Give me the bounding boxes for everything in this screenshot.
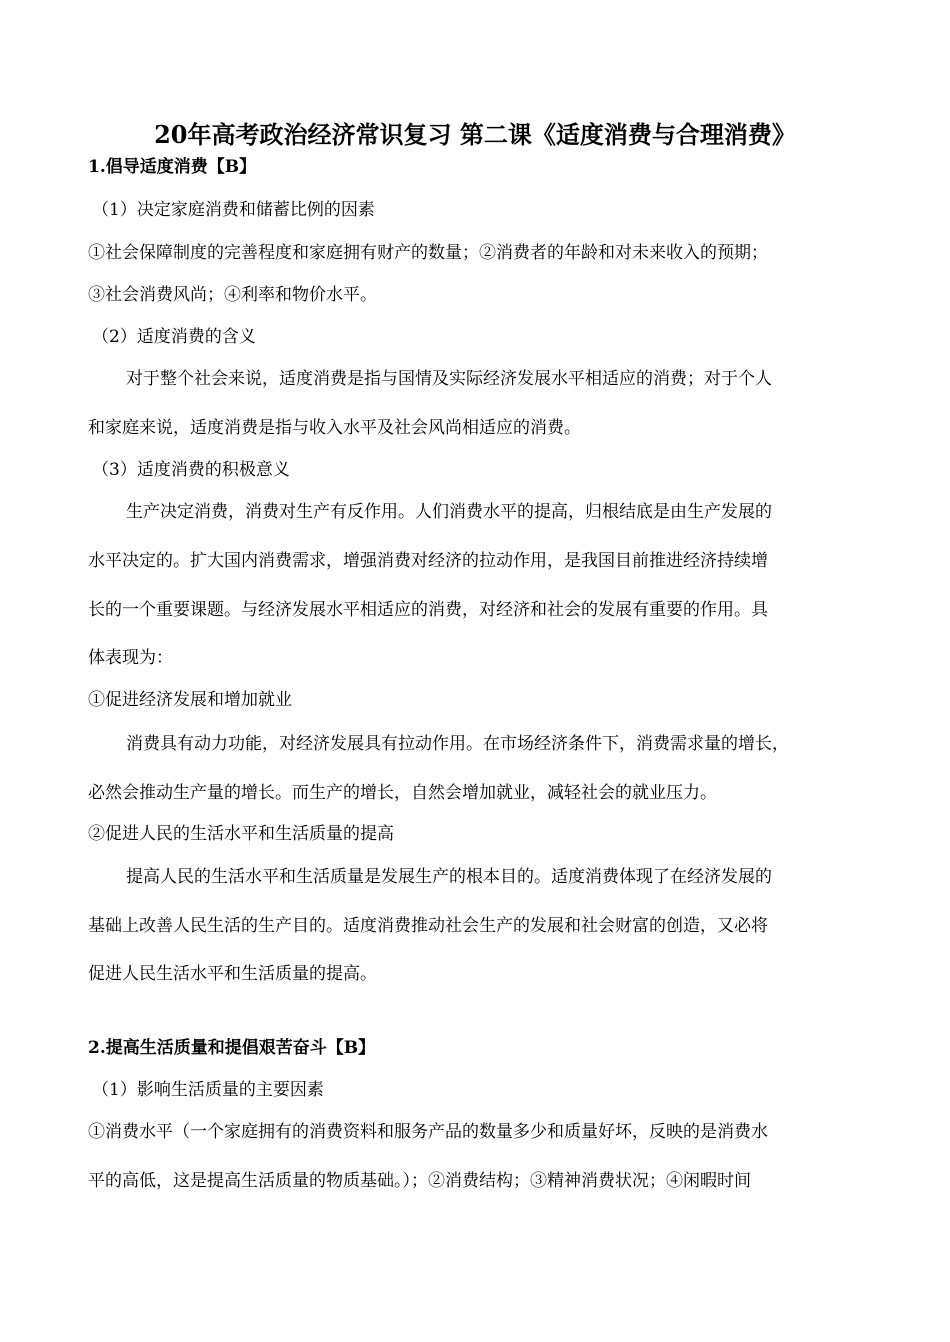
subsection-1-1-heading: （1）决定家庭消费和储蓄比例的因素 bbox=[92, 200, 375, 220]
list-item-heading: ①促进经济发展和增加就业 bbox=[88, 690, 292, 710]
paragraph-line: 必然会推动生产量的增长。而生产的增长，自然会增加就业，减轻社会的就业压力。 bbox=[88, 783, 717, 803]
paragraph-line: 体表现为： bbox=[88, 648, 173, 668]
paragraph-line: 消费具有动力功能，对经济发展具有拉动作用。在市场经济条件下，消费需求量的增长， bbox=[126, 734, 789, 754]
subsection-1-3-heading: （3）适度消费的积极意义 bbox=[92, 460, 290, 480]
subsection-1-2-heading: （2）适度消费的含义 bbox=[92, 327, 256, 347]
subsection-2-1-heading: （1）影响生活质量的主要因素 bbox=[92, 1080, 324, 1100]
paragraph-line: ③社会消费风尚；④利率和物价水平。 bbox=[88, 285, 377, 305]
paragraph-line: ①社会保障制度的完善程度和家庭拥有财产的数量；②消费者的年龄和对未来收入的预期； bbox=[88, 243, 768, 263]
list-item-heading: ②促进人民的生活水平和生活质量的提高 bbox=[88, 824, 394, 844]
paragraph-line: 水平决定的。扩大国内消费需求，增强消费对经济的拉动作用，是我国目前推进经济持续增 bbox=[88, 551, 768, 571]
paragraph-line: 长的一个重要课题。与经济发展水平相适应的消费，对经济和社会的发展有重要的作用。具 bbox=[88, 600, 768, 620]
section-2-heading: 2.提高生活质量和提倡艰苦奋斗【B】 bbox=[88, 1038, 376, 1058]
paragraph-line: 基础上改善人民生活的生产目的。适度消费推动社会生产的发展和社会财富的创造，又必将 bbox=[88, 916, 768, 936]
paragraph-line: 平的高低，这是提高生活质量的物质基础。）；②消费结构；③精神消费状况；④闲暇时间 bbox=[88, 1171, 751, 1191]
paragraph-line: 生产决定消费，消费对生产有反作用。人们消费水平的提高，归根结底是由生产发展的 bbox=[126, 502, 772, 522]
paragraph-line: 提高人民的生活水平和生活质量是发展生产的根本目的。适度消费体现了在经济发展的 bbox=[126, 867, 772, 887]
document-title: 20年高考政治经济常识复习 第二课《适度消费与合理消费》 bbox=[154, 120, 796, 149]
paragraph-line: 和家庭来说，适度消费是指与收入水平及社会风尚相适应的消费。 bbox=[88, 418, 581, 438]
section-1-heading: 1.倡导适度消费【B】 bbox=[88, 157, 257, 177]
paragraph-line: 促进人民生活水平和生活质量的提高。 bbox=[88, 964, 377, 984]
paragraph-line: 对于整个社会来说，适度消费是指与国情及实际经济发展水平相适应的消费；对于个人 bbox=[126, 369, 772, 389]
paragraph-line: ①消费水平（一个家庭拥有的消费资料和服务产品的数量多少和质量好坏，反映的是消费水 bbox=[88, 1122, 768, 1142]
